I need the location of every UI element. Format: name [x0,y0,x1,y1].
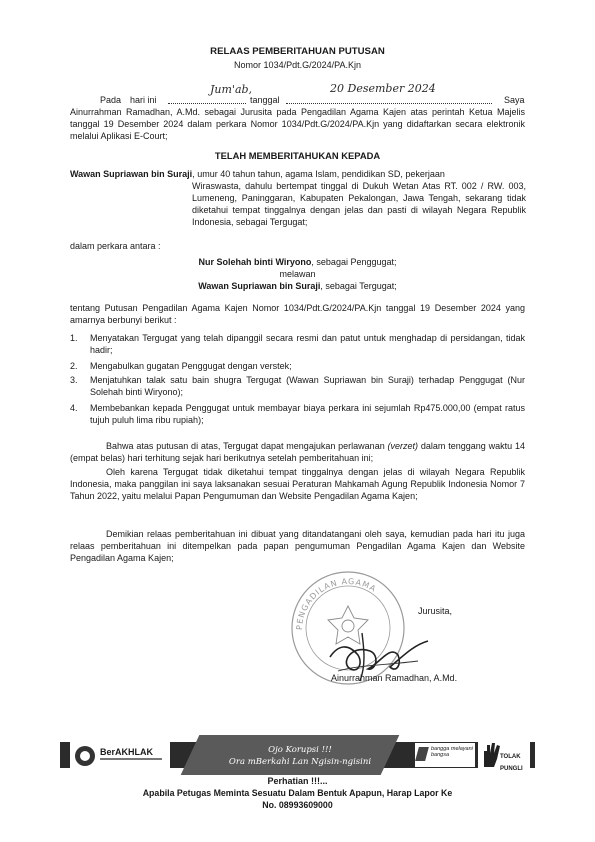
footer-banner [0,735,595,825]
amar-text: Mengabulkan gugatan Penggugat dengan verstek; [90,361,292,371]
heading-telah-memberitahukan: TELAH MEMBERITAHUKAN KEPADA [214,150,381,161]
demikian-paragraph: Demikian relaas pemberitahuan ini dibuat yang ditandatangani oleh saya, kemudian pada hari itu juga relaas pemberitahuan ini ditempelkan pada papan pengumuman Pengadilan Agama Kajen dan Website Pengadilan Agama Kajen; [70,529,525,563]
tergugat-name: Wawan Supriawan bin Suraji [198,281,321,291]
amar-item [70,402,525,426]
report-phone-number: No. 08993609000 [262,800,333,810]
perlawanan-text-c: dalam tenggang waktu 14 (empat belas) hari terhitung sejak hari berikutnya setelah pemberitahuan ini; [70,441,525,463]
amar-number: 1. [70,333,78,343]
recipient-first-line [70,168,526,180]
amar-item [70,374,525,398]
tentang-paragraph: tentang Putusan Pengadilan Agama Kajen Nomor 1034/Pdt.G/2024/PA.Kjn tanggal 19 Desember 2024 yang amarnya berbunyi berikut : [70,303,525,325]
bangga-flag-icon [415,747,429,761]
bangga-text: bangga melayani bangsa [431,746,473,758]
melawan-text: melawan [279,269,316,279]
intro-tanggal-label: tanggal [250,95,280,105]
stamp-text: PENGADILAN AGAMA [294,576,379,631]
penggugat-line [0,256,595,268]
handwritten-day: Jum'ab, [210,83,253,96]
signature-role: Jurusita, [418,606,453,616]
perlawanan-text-a: Bahwa atas putusan di atas, Tergugat dapat mengajukan perlawanan [106,441,385,451]
perhatian-heading: Perhatian !!!... [267,776,328,786]
berakhlak-emblem-icon [73,744,97,768]
amar-item [70,360,525,372]
verzet-term: (verzet) [387,441,419,451]
perkara-lead: dalam perkara antara : [70,241,161,251]
amar-text: Membebankan kepada Penggugat untuk membayar biaya perkara ini sejumlah Rp475.000,00 (empat ratus tujuh puluh lima ribu rupiah); [90,403,525,425]
amar-number: 3. [70,375,78,385]
perlawanan-paragraph [70,440,525,464]
handwritten-date: 20 Desember 2024 [330,82,436,95]
tergugat-role: , sebagai Tergugat; [320,281,397,291]
tolak-pungli-logo [478,741,530,772]
recipient-line1: , umur 40 tahun tahun, agama Islam, pendidikan SD, pekerjaan [192,169,445,179]
bangga-melayani-logo [415,743,475,767]
slogan-korupsi: Ojo Korupsi !!! [268,745,332,755]
intro-hari-ini: hari ini [130,95,157,105]
report-instruction: Apabila Petugas Meminta Sesuatu Dalam Bentuk Apapun, Harap Lapor Ke [142,788,453,798]
intro-saya: Saya [504,95,525,105]
penggugat-role: , sebagai Penggugat; [311,257,397,267]
document-number: Nomor 1034/Pdt.G/2024/PA.Kjn [234,60,361,70]
recipient-details: Wiraswasta, dahulu bertempat tinggal di Dukuh Wetan Atas RT. 002 / RW. 003, Lumeneng, Paninggaran, Kabupaten Pekalongan, Jawa Tengah, sekarang tidak diketahui tempat tinggalnya dengan jelas dan pasti di wilayah Negara Republik Indonesia, sebagai Tergugat; [192,181,526,227]
amar-text: Menyatakan Tergugat yang telah dipanggil secara resmi dan patut untuk menghadap di persidangan, tidak hadir; [90,333,525,355]
panggilan-paragraph: Oleh karena Tergugat tidak diketahui tempat tinggalnya dengan jelas di wilayah Negara Republik Indonesia, maka panggilan ini saya laksanakan sesuai Peraturan Mahkamah Agung Republik Indonesia Nomor 7 Tahun 2022, yaitu melalui Papan Pengumuman dan Website Pengadilan Agama Kajen; [70,467,525,501]
tergugat-line [0,280,595,292]
intro-body: Ainurrahman Ramadhan, A.Md. sebagai Jurusita pada Pengadilan Agama Kajen atas perintah Ketua Majelis tanggal 19 Desember 2024 dalam perkara Nomor 1034/Pdt.G/2024/PA.Kjn yang didaftarkan secara elektronik melalui Aplikasi E-Court; [70,107,525,141]
amar-number: 4. [70,403,78,413]
tolak-pungli-text: TOLAK PUNGLI [500,754,523,772]
intro-pada: Pada [100,95,122,105]
recipient-name: Wawan Supriawan bin Suraji [70,169,193,179]
document-title: RELAAS PEMBERITAHUAN PUTUSAN [210,46,385,57]
hand-stop-icon [480,741,502,769]
penggugat-name: Nur Solehah binti Wiryono [198,257,312,267]
amar-number: 2. [70,361,78,371]
slogan-berkahi: Ora mBerkahi Lan Ngisin-ngisini [228,757,372,767]
amar-item [70,332,525,356]
berakhlak-text: BerAKHLAK [100,747,154,757]
berakhlak-tagline-bar [100,758,162,760]
signer-name: Ainurrahman Ramadhan, A.Md. [331,673,458,683]
berakhlak-logo [70,739,170,773]
amar-text: Menjatuhkan talak satu bain shugra Tergugat (Wawan Supriawan bin Suraji) terhadap Penggugat (Nur Solehah binti Wiryono); [90,375,525,397]
